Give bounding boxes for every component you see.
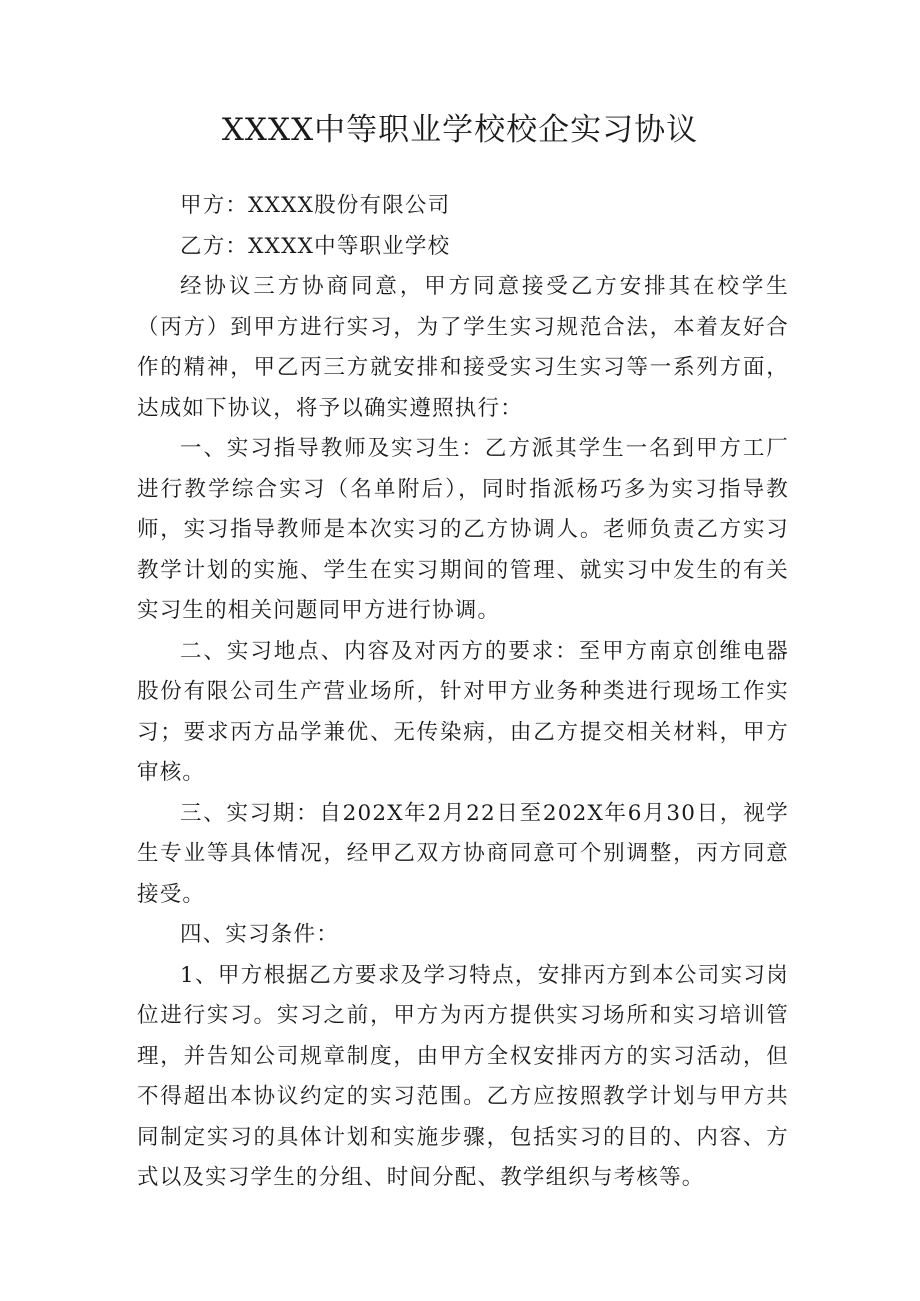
document-body [137, 186, 789, 1199]
intro-paragraph: 经协议三方协商同意，甲方同意接受乙方安排其在校学生（丙方）到甲方进行实习，为了学生实习规范合法，本着友好合作的精神，甲乙丙三方就安排和接受实习生实习等一系列方面，达成如下协议，将予以确实遵照执行： [137, 274, 789, 421]
document-title: XXXX中等职业学校校企实习协议 [221, 112, 699, 148]
party-b-line: 乙方：XXXX中等职业学校 [180, 233, 451, 259]
clause-4-item-1-paragraph: 1、甲方根据乙方要求及学习特点，安排丙方到本公司实习岗位进行实习。实习之前，甲方为丙方提供实习场所和实习培训管理，并告知公司规章制度，由甲方全权安排丙方的实习活动，但不得超出本协议约定的实习范围。乙方应按照教学计划与甲方共同制定实习的具体计划和实施步骤，包括实习的目的、内容、方式以及实习学生的分组、时间分配、教学组织与考核等。 [137, 962, 789, 1190]
clause-3-paragraph: 三、实习期：自202X年2月22日至202X年6月30日，视学生专业等具体情况，经甲乙双方协商同意可个别调整，丙方同意接受。 [137, 800, 789, 907]
clause-4-heading: 四、实习条件： [180, 922, 339, 947]
clause-1-paragraph: 一、实习指导教师及实习生：乙方派其学生一名到甲方工厂进行教学综合实习（名单附后），同时指派杨巧多为实习指导教师，实习指导教师是本次实习的乙方协调人。老师负责乙方实习教学计划的实施、学生在实习期间的管理、就实习中发生的有关实习生的相关问题同甲方进行协调。 [137, 436, 789, 623]
party-a-line: 甲方：XXXX股份有限公司 [180, 193, 451, 218]
clause-2-paragraph: 二、实习地点、内容及对丙方的要求：至甲方南京创维电器股份有限公司生产营业场所，针对甲方业务种类进行现场工作实习；要求丙方品学兼优、无传染病，由乙方提交相关材料，甲方审核。 [137, 638, 789, 785]
